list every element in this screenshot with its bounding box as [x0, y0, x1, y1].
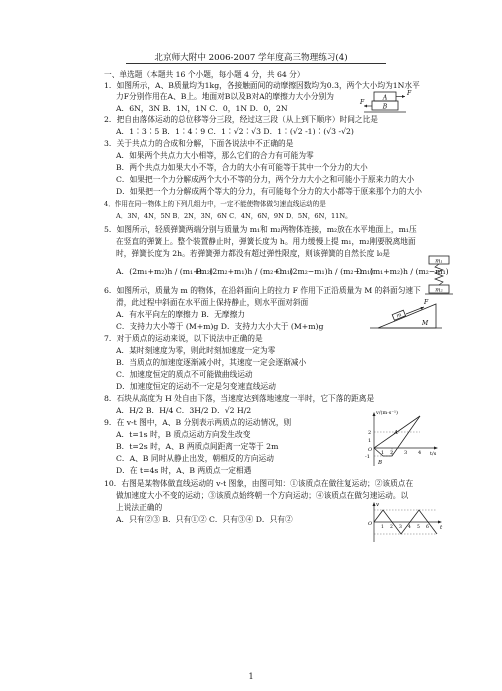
q6-option-ab: A．有水平向左的摩擦力 B．无摩擦力: [116, 310, 245, 319]
q9-xtick-4: 4: [418, 450, 422, 456]
q9-figure: [364, 408, 444, 470]
q5-option-d: D．(m₁+m₂)h / (m₂−m₁): [356, 267, 449, 276]
q9-xtick-3: 3: [404, 450, 408, 456]
q9-xtick-2: 2: [390, 450, 394, 456]
q10-xtick-2: 2: [390, 525, 393, 530]
q10-origin: O: [368, 521, 373, 527]
q2-options: A．1∶3∶5 B．1∶4∶9 C．1∶√2∶√3 D．1∶(√2 -1)∶(√3 -√2): [116, 127, 354, 136]
q2-line-1: 2．把自由落体运动的总位移等分三段，经过这三段（从上到下顺序）时间之比是: [104, 115, 378, 124]
q9-xlabel: t/s: [430, 451, 437, 457]
q6-line-2: 滑，此过程中斜面在水平面上保持静止，则水平面对斜面: [116, 298, 309, 307]
q9-option-a: A．t=1s 时，B 质点运动方向发生改变: [116, 430, 251, 439]
q1-label-a: A: [382, 94, 388, 102]
q9-line-1: 9．在 v-t 图中，A、B 分别表示两质点的运动情况，则: [104, 418, 292, 427]
q7-option-b: B．当质点的加速度逐渐减小时，其速度一定会逐渐减小: [116, 358, 307, 367]
q3-option-c: C．如果把一个力分解成两个大小不等的分力，两个分力大小之和可能小于原来力的大小: [116, 175, 415, 184]
q5-line-3: 时，弹簧长度为 2h。若弹簧弹力都没有超过弹性限度，则该弹簧的自然长度 l₀是: [116, 249, 390, 258]
q10-xtick-3: 3: [399, 525, 402, 530]
q9-option-d: D．在 t=4s 时，A、B 两质点一定相遇: [116, 466, 252, 475]
q10-line-2: 做加速度大小不变的运动；③该质点始终朝一个方向运动；④该质点在做匀速运动。以: [116, 491, 409, 500]
q6-option-cd: C．支持力大小等于 (M+m)g D．支持力大小大于 (M+m)g: [116, 322, 324, 331]
q9-option-b: B．t=2s 时，A、B 两质点间距离一定等于 2m: [116, 442, 279, 451]
q6-figure: [370, 296, 442, 332]
q7-line-1: 7．对于质点的运动来说，以下说法中正确的是: [104, 334, 263, 343]
q5-option-a: A．(2m₁+m₂)h / (m₁+m₂): [116, 267, 213, 276]
q10-xlabel: t: [440, 525, 443, 531]
q5-line-2: 在竖直的弹簧上。整个装置静止时，弹簧长度为 h。用力缓慢上提 m₁，m₂刚要脱离地面: [116, 237, 416, 246]
q7-option-c: C．加速度恒定的质点不可能做曲线运动: [116, 370, 253, 379]
q7-option-a: A．某时刻速度为零，则此时刻加速度一定为零: [116, 346, 276, 355]
q5-label-m1: m₁: [435, 258, 443, 265]
q1-line-2: 力F分别作用在A、B上。地面对B以及B对A的摩擦力大小分别为: [116, 92, 334, 101]
q5-option-b: B．(2m₂+m₁)h / (m₂+m₁): [196, 267, 294, 276]
q4-line-1: 4．作用在同一物体上的下列几组力中，一定不能使物体做匀速直线运动的是: [104, 200, 326, 208]
q1-line-1: 1．如图所示，A、B质量均为1kg，各接触面间的动摩擦因数均为0.3，两个大小均为1N水平: [104, 81, 420, 90]
q9-option-c: C．A、B 同时从静止出发，朝相反的方向运动: [116, 454, 274, 463]
q10-xtick-5: 5: [417, 525, 420, 530]
q6-label-m: m: [395, 312, 403, 320]
q10-options: A．只有②③ B．只有①② C．只有③④ D．只有②: [116, 515, 293, 524]
q3-option-b: B．两个共点力如果大小不等，合力的大小有可能等于其中一个分力的大小: [116, 163, 368, 172]
title-underline: [126, 63, 386, 64]
q4-options: A．3N，4N，5N B．2N，3N，6N C．4N，6N，9N D．5N，6N，11N。: [116, 212, 352, 220]
q10-xtick-6: 6: [426, 525, 429, 530]
q1-label-b: B: [382, 103, 388, 111]
q9-ytick-neg1: -1: [365, 454, 370, 460]
q9-origin: O: [368, 447, 373, 453]
q9-ytick-1: 1: [368, 438, 372, 444]
q7-option-d: D．加速度恒定的运动不一定是匀变速直线运动: [116, 382, 276, 391]
q5-figure: [425, 254, 453, 298]
q6-label-f: F: [424, 299, 429, 306]
q6-label-big-m: M: [422, 320, 429, 327]
q9-ytick-2: 2: [368, 430, 372, 436]
page-number: 1: [248, 672, 254, 681]
section-heading: 一、单选题（本题共 16 个小题，每小题 4 分，共 64 分）: [104, 70, 305, 79]
q9-xtick-1: 1: [381, 450, 385, 456]
q8-line-1: 8．石块从高度为 H 处自由下落，当速度达到落地速度一半时，它下落的距离是: [104, 394, 375, 403]
q10-figure: [366, 500, 446, 544]
q10-line-3: 上说法正确的: [116, 503, 163, 512]
q9-label-b: B: [378, 460, 383, 466]
q3-line-1: 3．关于共点力的合成和分解，下面各说法中不正确的是: [104, 139, 294, 148]
q10-xtick-4: 4: [408, 525, 411, 530]
q5-label-m2: m₂: [435, 287, 443, 294]
q9-label-a: A: [394, 430, 398, 436]
page-title: 北京师大附中 2006-2007 学年度高三物理练习(4): [154, 53, 348, 63]
q3-option-d: D．如果把一个力分解成两个等大的分力，有可能每个分力的大小都等于原来那个力的大小: [116, 187, 422, 196]
q1-label-f-left: F: [360, 99, 365, 106]
q3-option-a: A．如果两个共点力大小相等，那么它们的合力有可能为零: [116, 151, 314, 160]
q10-xtick-1: 1: [381, 525, 384, 530]
q1-options: A．6N，3N B．1N，1N C．0，1N D．0，2N: [116, 104, 288, 113]
q5-option-c: C．(2m₂−m₁)h / (m₂−m₁): [276, 267, 374, 276]
q10-ylabel: v: [376, 502, 380, 508]
q1-label-f-right: F: [407, 90, 412, 97]
q5-line-1: 5．如图所示，轻质弹簧两端分别与质量为 m₁和 m₂两物体连接，m₂放在水平地面上，m₁压: [104, 225, 417, 234]
q8-options: A．H/2 B．H/4 C．3H/2 D．√2 H/2: [116, 406, 252, 415]
q10-line-1: 10．右图是某物体做直线运动的 v-t 图象，由图可知：①该质点在做往复运动；②该质点在: [104, 479, 414, 488]
q9-ylabel: v/(m·s⁻¹): [376, 410, 398, 416]
q6-line-1: 6．如图所示，质量为 m 的物体，在沿斜面向上的拉力 F 作用下正沿质量为 M 的斜面匀速下: [104, 286, 421, 295]
